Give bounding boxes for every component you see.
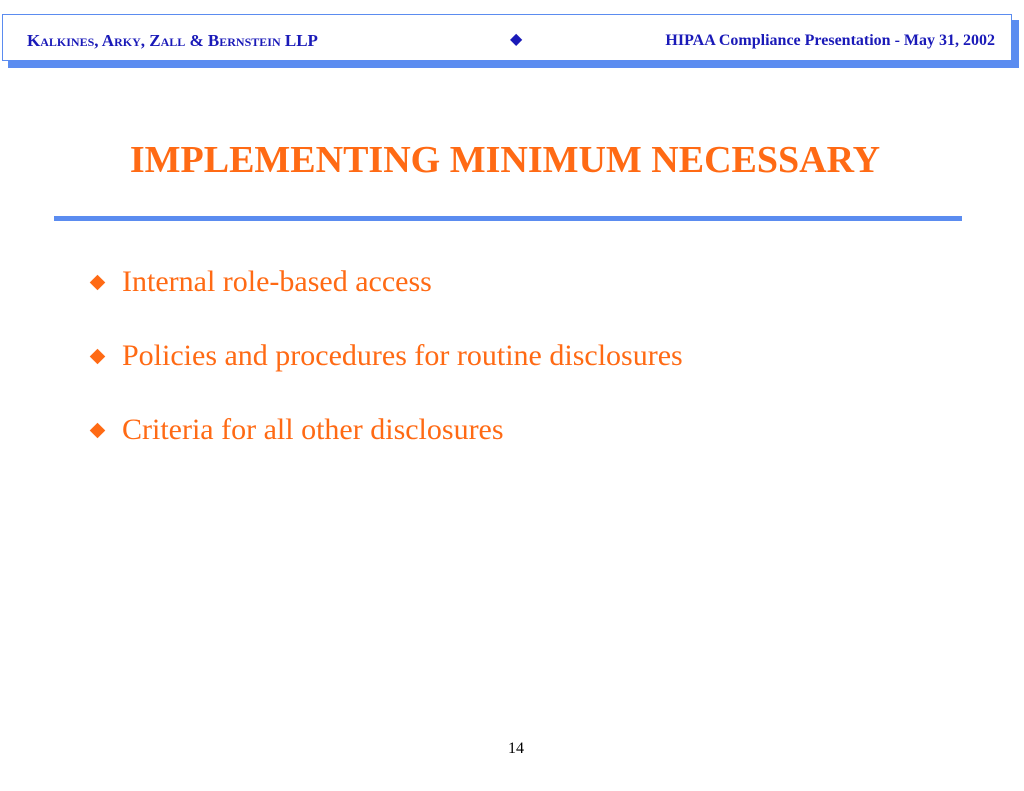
bullet-item xyxy=(88,262,683,302)
firm-name: Kalkines, Arky, Zall & Bernstein LLP xyxy=(27,31,318,50)
diamond-bullet-icon xyxy=(90,274,106,290)
page-number: 14 xyxy=(508,740,524,757)
slide-title: IMPLEMENTING MINIMUM NECESSARY xyxy=(129,139,881,181)
diamond-bullet-icon xyxy=(90,348,106,364)
diamond-bullet-icon xyxy=(90,422,106,438)
bullet-text: Criteria for all other disclosures xyxy=(122,413,504,446)
header-bar xyxy=(2,14,1012,61)
bullet-item xyxy=(88,410,683,450)
bullet-item xyxy=(88,336,683,376)
header-diamond-icon: ◆ xyxy=(510,31,523,48)
title-divider xyxy=(54,216,962,221)
bullet-text: Policies and procedures for routine disclosures xyxy=(122,339,683,372)
presentation-title: HIPAA Compliance Presentation - May 31, 2002 xyxy=(665,32,995,49)
bullet-list xyxy=(88,262,683,484)
bullet-text: Internal role-based access xyxy=(122,265,432,298)
